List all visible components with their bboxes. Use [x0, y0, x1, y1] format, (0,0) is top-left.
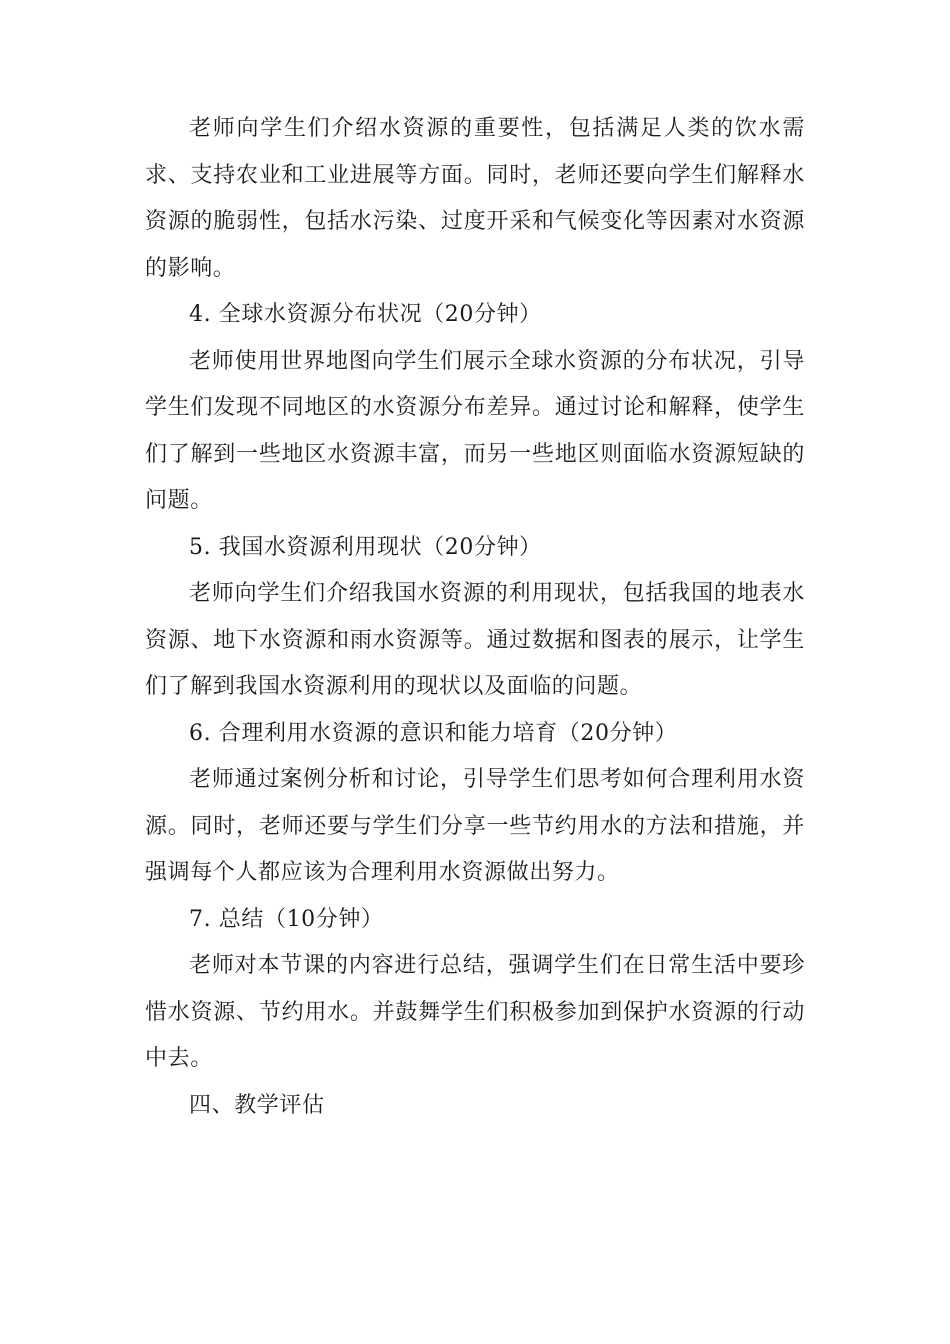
paragraph-summary: 老师对本节课的内容进行总结，强调学生们在日常生活中要珍惜水资源、节约用水。并鼓舞学生们积极参加到保护水资源的行动中去。 — [145, 953, 805, 1071]
section-heading-global-distribution: 4. 全球水资源分布状况（20分钟） — [189, 302, 542, 327]
section-heading-evaluation: 四、教学评估 — [189, 1092, 325, 1118]
section-heading-national-usage: 5. 我国水资源利用现状（20分钟） — [189, 534, 542, 560]
paragraph-awareness: 老师通过案例分析和讨论，引导学生们思考如何合理利用水资源。同时，老师还要与学生们分享一些节约用水的方法和措施，并强调每个人都应该为合理利用水资源做出努力。 — [145, 767, 805, 885]
paragraph-national-usage: 老师向学生们介绍我国水资源的利用现状，包括我国的地表水资源、地下水资源和雨水资源等。通过数据和图表的展示，让学生们了解到我国水资源利用的现状以及面临的问题。 — [145, 581, 805, 699]
paragraph-importance-of-water: 老师向学生们介绍水资源的重要性，包括满足人类的饮水需求、支持农业和工业进展等方面。同时，老师还要向学生们解释水资源的脆弱性，包括水污染、过度开采和气候变化等因素对水资源的影响。 — [145, 116, 805, 281]
document-body — [145, 106, 805, 1129]
section-heading-summary: 7. 总结（10分钟） — [189, 906, 384, 932]
section-heading-awareness: 6. 合理利用水资源的意识和能力培育（20分钟） — [189, 720, 678, 746]
paragraph-global-distribution: 老师使用世界地图向学生们展示全球水资源的分布状况，引导学生们发现不同地区的水资源分布差异。通过讨论和解释，使学生们了解到一些地区水资源丰富，而另一些地区则面临水资源短缺的问题。 — [145, 348, 805, 513]
